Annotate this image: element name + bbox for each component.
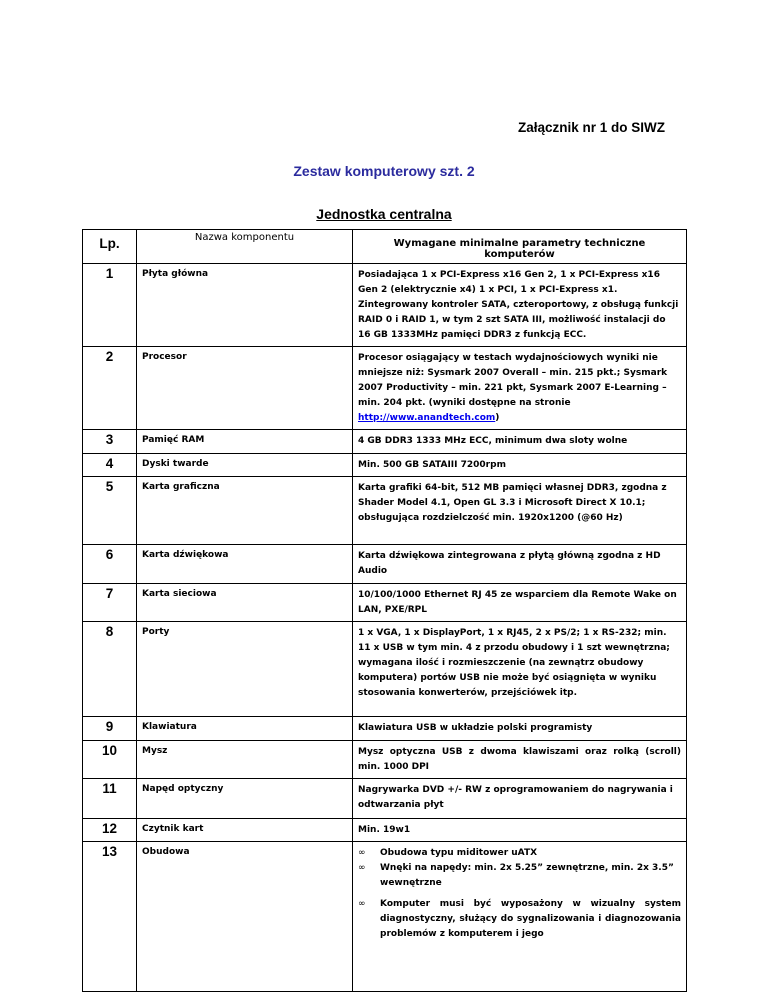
table-row [83,430,687,454]
row-number: 2 [83,347,137,430]
requirements-text [353,347,687,430]
row-number: 5 [83,477,137,545]
infinity-bullet-icon: ∞ [358,863,366,873]
component-name: Pamięć RAM [137,430,353,454]
component-name: Napęd optyczny [137,779,353,819]
row-number: 13 [83,842,137,992]
table-row [83,264,687,347]
table-row [83,842,687,992]
spec-table [82,229,687,992]
row-number: 3 [83,430,137,454]
list-item-text: Komputer musi być wyposażony w wizualny system diagnostyczny, służący do sygnalizowania i diagnozowania problemów z komputerem i jego [380,899,681,939]
requirements-text: Karta dźwiękowa zintegrowana z płytą główną zgodna z HD Audio [353,545,687,584]
requirements-text: Karta grafiki 64-bit, 512 MB pamięci własnej DDR3, zgodna z Shader Model 4.1, Open GL 3.3 i Microsoft Direct X 10.1; obsługująca rozdzielczość min. 1920x1200 (@60 Hz) [353,477,687,545]
list-item-text: Wnęki na napędy: min. 2x 5.25” zewnętrzne, min. 2x 3.5” wewnętrzne [380,863,674,888]
annex-label: Załącznik nr 1 do SIWZ [517,120,665,135]
header-component-name: Nazwa komponentu [137,230,353,264]
table-row [83,454,687,477]
set-title: Zestaw komputerowy szt. 2 [293,163,475,179]
table-row [83,717,687,741]
table-row [83,779,687,819]
table-row [83,741,687,779]
list-item [358,861,681,891]
requirements-text: Klawiatura USB w układzie polski programisty [353,717,687,741]
infinity-bullet-icon: ∞ [358,899,366,909]
requirements-text: 1 x VGA, 1 x DisplayPort, 1 x RJ45, 2 x PS/2; 1 x RS-232; min. 11 x USB w tym min. 4 z przodu obudowy i 1 szt wewnętrzna; wymagana ilość i rozmieszczenie (na zewnątrz obudowy komputera) portów USB nie może być osiągnięta w wyniku stosowania konwerterów, przejściówek itp. [353,622,687,717]
row-number: 7 [83,584,137,622]
component-name: Płyta główna [137,264,353,347]
infinity-bullet-icon: ∞ [358,848,366,858]
row-number: 8 [83,622,137,717]
row-number: 12 [83,819,137,842]
table-row [83,545,687,584]
case-requirements-list [358,846,681,942]
list-item [358,846,681,861]
row-number: 6 [83,545,137,584]
component-name: Obudowa [137,842,353,992]
row-number: 4 [83,454,137,477]
requirements-text: Posiadająca 1 x PCI-Express x16 Gen 2, 1 x PCI-Express x16 Gen 2 (elektrycznie x4) 1 x PCI, 1 x PCI-Express x1. Zintegrowany kontroler SATA, czteroportowy, z obsługą funkcji RAID 0 i RAID 1, w tym 2 szt SATA III, możliwość instalacji do 16 GB 1333MHz pamięci DDR3 z funkcją ECC. [353,264,687,347]
row-number: 9 [83,717,137,741]
component-name: Czytnik kart [137,819,353,842]
requirements-text: 4 GB DDR3 1333 MHz ECC, minimum dwa sloty wolne [353,430,687,454]
component-name: Procesor [137,347,353,430]
requirements-text: 10/100/1000 Ethernet RJ 45 ze wsparciem dla Remote Wake on LAN, PXE/RPL [353,584,687,622]
component-name: Mysz [137,741,353,779]
table-row [83,819,687,842]
anandtech-link[interactable]: http://www.anandtech.com [358,413,496,423]
component-name: Klawiatura [137,717,353,741]
component-name: Dyski twarde [137,454,353,477]
table-header-row [83,230,687,264]
header-requirements: Wymagane minimalne parametry techniczne komputerów [353,230,687,264]
list-item-text: Obudowa typu miditower uATX [380,848,538,858]
component-name: Karta graficzna [137,477,353,545]
component-name: Karta dźwiękowa [137,545,353,584]
header-lp: Lp. [83,230,137,264]
row-number: 1 [83,264,137,347]
table-row [83,584,687,622]
table-row [83,477,687,545]
section-title: Jednostka centralna [316,206,452,222]
requirements-text [353,842,687,992]
requirements-text-end: ) [495,413,500,423]
requirements-text: Min. 500 GB SATAIII 7200rpm [353,454,687,477]
requirements-text: Mysz optyczna USB z dwoma klawiszami oraz rolką (scroll) min. 1000 DPI [353,741,687,779]
requirements-text-part: Procesor osiągający w testach wydajnościowych wyniki nie mniejsze niż: Sysmark 2007 Overall – min. 215 pkt.; Sysmark 2007 Productivity – min. 221 pkt, Sysmark 2007 E-Learning – min. 204 pkt. (wyniki dostępne na stronie [358,353,668,408]
requirements-text: Nagrywarka DVD +/- RW z oprogramowaniem do nagrywania i odtwarzania płyt [353,779,687,819]
row-number: 11 [83,779,137,819]
table-row [83,622,687,717]
list-item [358,897,681,942]
component-name: Porty [137,622,353,717]
component-name: Karta sieciowa [137,584,353,622]
table-row [83,347,687,430]
row-number: 10 [83,741,137,779]
requirements-text: Min. 19w1 [353,819,687,842]
